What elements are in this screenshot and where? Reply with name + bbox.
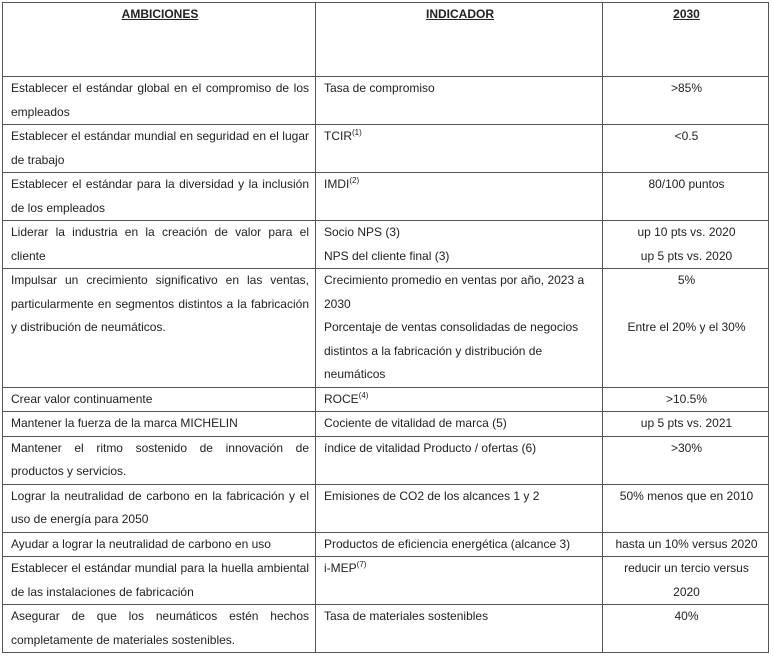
target-value: up 5 pts vs. 2021	[640, 416, 733, 430]
ambition-cell: Establecer el estándar global en el compromiso de los empleados	[3, 77, 316, 125]
indicator-cell	[316, 221, 603, 269]
indicator-item	[324, 125, 596, 149]
indicator-text: Tasa de compromiso	[324, 81, 435, 95]
table-row	[3, 77, 769, 125]
target-cell	[603, 412, 769, 437]
target-value: up 10 pts vs. 2020	[637, 225, 736, 239]
indicator-text: Productos de eficiencia energética (alcance 3)	[324, 536, 571, 551]
target-cell	[603, 532, 769, 557]
target-value: 5%	[677, 273, 696, 287]
indicator-item	[324, 557, 596, 581]
table-row	[3, 269, 769, 388]
target-value: 40%	[674, 609, 699, 623]
indicator-item	[324, 269, 596, 316]
indicator-item	[324, 388, 596, 412]
indicator-item	[324, 437, 596, 461]
table-row	[3, 484, 769, 532]
target-value: hasta un 10% versus 2020	[615, 536, 758, 551]
target-cell	[603, 77, 769, 125]
target-cell	[603, 269, 769, 388]
table-row	[3, 436, 769, 484]
indicator-cell	[316, 387, 603, 412]
ambition-cell: Lograr la neutralidad de carbono en la fabricación y el uso de energía para 2050	[3, 484, 316, 532]
indicator-text: i-MEP	[324, 561, 357, 575]
indicator-cell	[316, 173, 603, 221]
table-row	[3, 605, 769, 653]
indicator-text: Crecimiento promedio en ventas por año, 2023 a 2030	[324, 273, 585, 311]
indicator-item	[324, 316, 596, 387]
target-value: 80/100 puntos	[648, 177, 725, 191]
ambition-cell: Liderar la industria en la creación de valor para el cliente	[3, 221, 316, 269]
table-row	[3, 532, 769, 557]
target-cell	[603, 125, 769, 173]
header-target-year: 2030	[603, 3, 769, 77]
table-row	[3, 173, 769, 221]
target-cell	[603, 484, 769, 532]
ambitions-table	[2, 2, 769, 653]
target-value: >30%	[670, 440, 703, 455]
target-cell	[603, 557, 769, 605]
target-value: up 5 pts vs. 2020	[640, 248, 733, 263]
indicator-item	[324, 605, 596, 629]
ambition-cell: Mantener el ritmo sostenido de innovación de productos y servicios.	[3, 436, 316, 484]
target-value: reducir un tercio versus 2020	[624, 561, 749, 599]
indicator-cell	[316, 532, 603, 557]
indicator-cell	[316, 77, 603, 125]
indicator-text: índice de vitalidad Producto / ofertas (6)	[324, 440, 537, 455]
indicator-text: ROCE	[324, 391, 359, 406]
indicator-text: Emisiones de CO2 de los alcances 1 y 2	[324, 488, 540, 503]
indicator-item	[324, 221, 596, 245]
indicator-text: Socio NPS (3)	[324, 225, 401, 239]
indicator-item	[324, 173, 596, 197]
indicator-cell	[316, 125, 603, 173]
footnote-ref: (1)	[352, 128, 362, 137]
target-value: 50% menos que en 2010	[619, 488, 754, 503]
indicator-cell	[316, 269, 603, 388]
table-row	[3, 221, 769, 269]
indicator-item	[324, 485, 596, 509]
ambition-cell: Mantener la fuerza de la marca MICHELIN	[3, 412, 316, 437]
indicator-text: NPS del cliente final (3)	[324, 248, 450, 263]
ambition-cell: Crear valor continuamente	[3, 387, 316, 412]
indicator-item	[324, 533, 596, 557]
ambition-cell: Establecer el estándar para la diversidad y la inclusión de los empleados	[3, 173, 316, 221]
header-indicator: INDICADOR	[316, 3, 603, 77]
footnote-ref: (2)	[349, 176, 360, 185]
table-row	[3, 387, 769, 412]
indicator-cell	[316, 557, 603, 605]
indicator-cell	[316, 412, 603, 437]
ambition-cell: Establecer el estándar mundial en seguridad en el lugar de trabajo	[3, 125, 316, 173]
indicator-text: Tasa de materiales sostenibles	[324, 609, 489, 623]
ambition-cell: Asegurar de que los neumáticos estén hechos completamente de materiales sostenibles.	[3, 605, 316, 653]
footnote-ref: (4)	[358, 390, 369, 400]
target-value: Entre el 20% y el 30%	[627, 320, 746, 334]
header-ambitions: AMBICIONES	[3, 3, 316, 77]
table-row	[3, 412, 769, 437]
target-value: >85%	[670, 81, 703, 95]
table-row	[3, 125, 769, 173]
target-value: <0.5	[674, 129, 699, 143]
indicator-item	[324, 412, 596, 436]
target-cell	[603, 436, 769, 484]
indicator-item	[324, 77, 596, 101]
ambition-cell: Ayudar a lograr la neutralidad de carbono en uso	[3, 532, 316, 557]
target-value: >10.5%	[665, 391, 708, 406]
indicator-text: IMDI	[324, 177, 350, 191]
indicator-text: Cociente de vitalidad de marca (5)	[324, 416, 507, 430]
indicator-cell	[316, 484, 603, 532]
table-row	[3, 557, 769, 605]
target-cell	[603, 221, 769, 269]
ambition-cell: Establecer el estándar mundial para la huella ambiental de las instalaciones de fabricación	[3, 557, 316, 605]
footnote-ref: (7)	[356, 560, 367, 569]
target-cell	[603, 173, 769, 221]
target-cell	[603, 387, 769, 412]
header-row	[3, 3, 769, 77]
indicator-cell	[316, 605, 603, 653]
target-cell	[603, 605, 769, 653]
ambition-cell: Impulsar un crecimiento significativo en las ventas, particularmente en segmentos distintos a la fabricación y distribución de neumáticos.	[3, 269, 316, 388]
indicator-text: TCIR	[324, 129, 352, 143]
indicator-item	[324, 245, 596, 269]
indicator-text: Porcentaje de ventas consolidadas de negocios distintos a la fabricación y distribución de neumáticos	[324, 320, 579, 381]
indicator-cell	[316, 436, 603, 484]
